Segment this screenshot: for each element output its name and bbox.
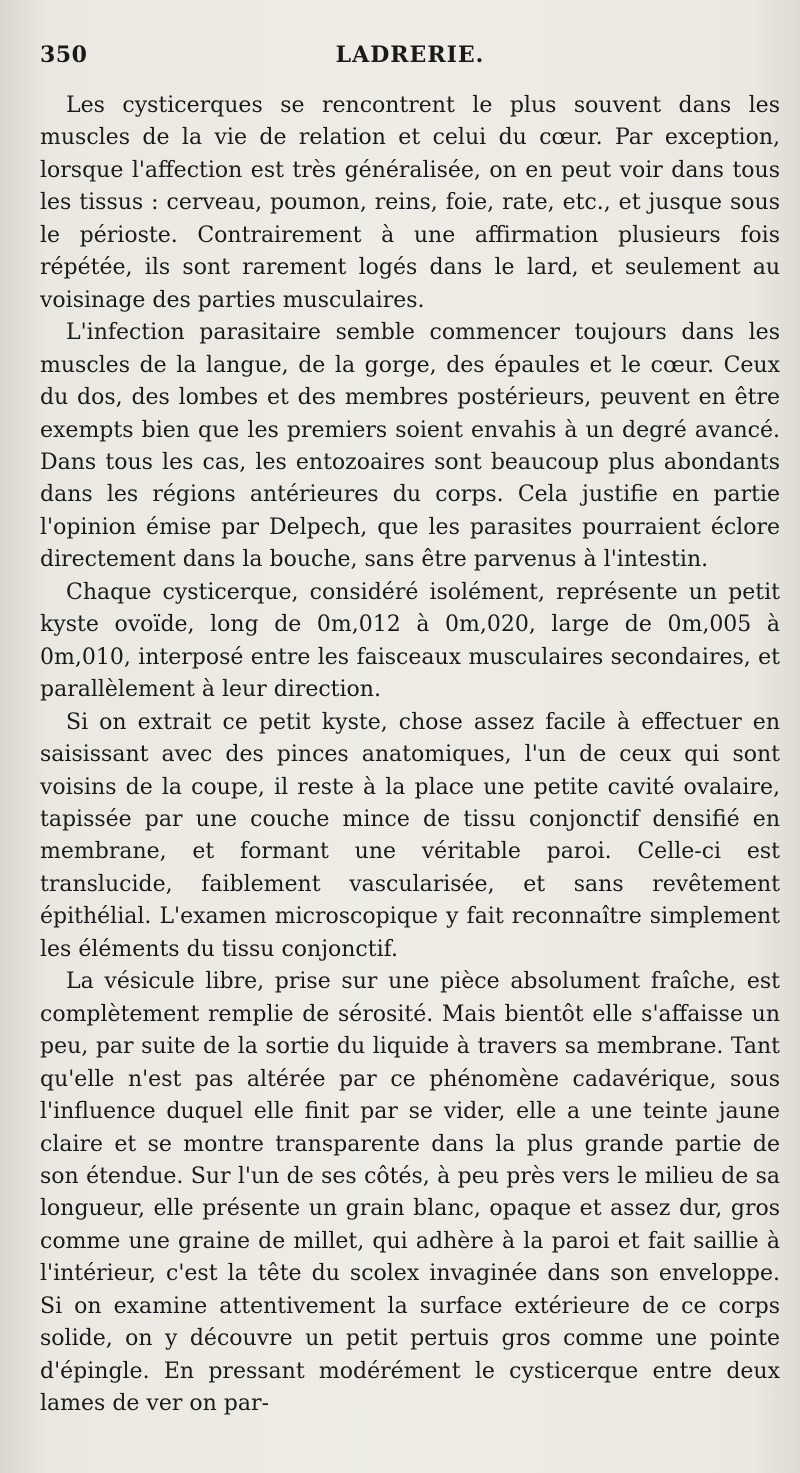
paragraph-cysticerques-location: Les cysticerques se rencontrent le plus souvent dans les muscles de la vie de relation et celui du cœur. Par exception, lorsque l'affection est très généralisée, on en peut voir dans tous les tissus : cerveau, poumon, reins, foie, rate, etc., et jusque sous le périoste. Contrairement à une affirmation plusieurs fois répétée, ils sont rarement logés dans le lard, et seulement au voisinage des parties musculaires.: [40, 93, 780, 313]
running-head: [40, 42, 780, 76]
page-title: LADRERIE.: [335, 42, 485, 68]
page-number: 350: [40, 42, 88, 68]
body-text: [40, 90, 780, 1421]
paragraph-vesicle-description: La vésicule libre, prise sur une pièce absolument fraîche, est complètement remplie de sérosité. Mais bientôt elle s'affaisse un peu, par suite de la sortie du liquide à travers sa membrane. Tant qu'elle n'est pas altérée par ce phénomène cadavérique, sous l'influence duquel elle finit par se vider, elle a une teinte jaune claire et se montre transparente dans la plus grande partie de son étendue. Sur l'un de ses côtés, à peu près vers le milieu de sa longueur, elle présente un grain blanc, opaque et assez dur, gros comme une graine de millet, qui adhère à la paroi et fait saillie à l'intérieur, c'est la tête du scolex invaginée dans son enveloppe. Si on examine attentivement la surface extérieure de ce corps solide, on y découvre un petit pertuis gros comme une pointe d'épingle. En pressant modérément le cysticerque entre deux lames de ver on par-: [40, 969, 780, 1417]
paragraph-cyst-dimensions: Chaque cysticerque, considéré isolément, représente un petit kyste ovoïde, long de 0m,012 à 0m,020, large de 0m,005 à 0m,010, interposé entre les faisceaux musculaires secondaires, et parallèlement à leur direction.: [40, 579, 780, 703]
paragraph-infection-muscles: L'infection parasitaire semble commencer toujours dans les muscles de la langue, de la gorge, des épaules et le cœur. Ceux du dos, des lombes et des membres postérieurs, peuvent en être exempts bien que les premiers soient envahis à un degré avancé. Dans tous les cas, les entozoaires sont beaucoup plus abondants dans les régions antérieures du corps. Cela justifie en partie l'opinion émise par Delpech, que les parasites pourraient éclore directement dans la bouche, sans être parvenus à l'intestin.: [40, 320, 780, 573]
paragraph-cyst-extraction: Si on extrait ce petit kyste, chose assez facile à effectuer en saisissant avec des pinces anatomiques, l'un de ceux qui sont voisins de la coupe, il reste à la place une petite cavité ovalaire, tapissée par une couche mince de tissu conjonctif densifié en membrane, et formant une véritable paroi. Celle-ci est translucide, faiblement vascularisée, et sans revêtement épithélial. L'examen microscopique y fait reconnaître simplement les éléments du tissu conjonctif.: [40, 709, 780, 962]
